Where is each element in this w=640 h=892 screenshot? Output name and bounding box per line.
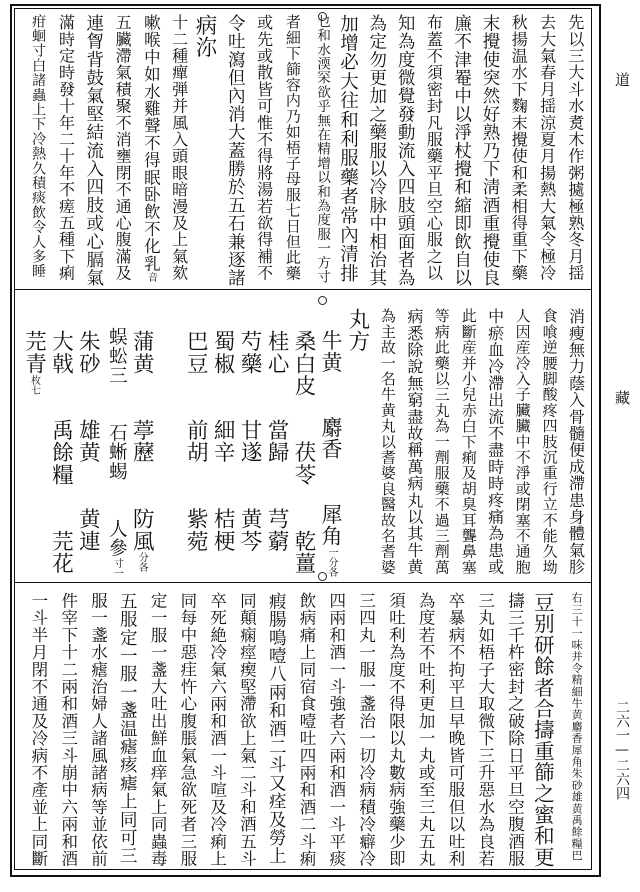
column-text: 芍藥 甘遂 黄芩 xyxy=(237,308,263,553)
column-text: 牛黄 麝香 犀角 xyxy=(318,308,343,547)
text-column xyxy=(320,308,341,577)
text-column xyxy=(113,14,133,282)
column-text: 為定勿更加之藥服以冷脉中相治其 xyxy=(366,14,387,287)
text-column xyxy=(571,592,582,861)
column-text: 定一服一盞大吐出鮮血痒氣上同蟲毒 xyxy=(148,592,168,868)
text-column xyxy=(149,592,166,867)
text-column xyxy=(293,308,315,574)
column-text: 蒲黄 葶藶 防風 xyxy=(129,308,155,553)
text-column xyxy=(417,592,434,867)
text-column xyxy=(89,592,106,867)
column-text: 布蓋不須密封凡服藥平旦空心服之以 xyxy=(424,14,444,282)
column-text: 或先或散皆可惟不得將湯若欲得補不 xyxy=(254,14,274,282)
column-text: 同每中惡疰忤心腹脹氣急欲死者三服 xyxy=(177,592,197,868)
column-text: 右三十一味并令精細牛黄麝香犀角朱砂雄黄禹餘糧巴 xyxy=(570,592,584,862)
column-text: 五服定一服一盞温瘧痎瘧上同可三 xyxy=(117,592,138,865)
column-text: 擣三千杵密封之破除日平旦空腹酒服 xyxy=(505,592,525,868)
text-column xyxy=(50,308,72,574)
column-text: 芫青 xyxy=(21,308,47,375)
column-text: 人因産冷入子臟臟中不淨或閉塞不通胞 xyxy=(513,308,532,575)
text-column xyxy=(131,308,153,572)
column-text: 須吐利為度不得限以丸數病強藥少即 xyxy=(386,592,406,868)
column-annotation: 音 xyxy=(145,272,157,282)
text-column xyxy=(171,14,187,281)
column-text: 秋揚温水下麴末攪使和柔相得重下藥 xyxy=(509,14,529,282)
column-text: 卒暴病不拘平旦早晚皆可服但以吐利 xyxy=(445,592,465,868)
text-column xyxy=(387,592,404,867)
page-number: 二六一—二六四 xyxy=(614,700,630,800)
text-column xyxy=(315,14,329,284)
text-column xyxy=(56,14,76,282)
column-text: 大戟 禹餘糧 芫花 xyxy=(48,308,74,575)
text-column xyxy=(285,14,300,281)
text-column xyxy=(84,14,102,287)
text-column xyxy=(29,592,46,867)
text-column xyxy=(77,308,99,552)
text-column xyxy=(193,14,215,58)
text-column xyxy=(212,308,234,552)
column-text: 四兩和酒一斗強者六兩和酒一斗平痰 xyxy=(326,592,346,868)
text-panel-middle xyxy=(20,308,586,580)
column-text: 加增必大往和利服藥者常內清排 xyxy=(337,14,359,283)
column-text: 嗽喉中如水雞聲不得眠卧飲不化乳 xyxy=(141,14,161,272)
text-column xyxy=(461,308,476,575)
text-column xyxy=(266,308,288,552)
text-column xyxy=(506,592,523,867)
text-column xyxy=(509,14,529,282)
text-column xyxy=(567,14,583,281)
text-column xyxy=(434,308,449,575)
text-column xyxy=(424,14,444,282)
column-text: 蜈蚣三 石蜥蜴 人參 xyxy=(106,308,128,558)
text-column xyxy=(480,14,498,287)
column-text: 知為度微覺發動流入四肢頭面者為 xyxy=(395,14,416,287)
text-column xyxy=(118,592,136,865)
binding-hole-middle xyxy=(318,296,327,305)
text-column xyxy=(107,308,126,578)
column-text: 朱砂 雄黄 黄連 xyxy=(75,308,101,553)
text-column xyxy=(31,14,45,279)
text-column xyxy=(142,14,159,282)
column-text: 五臟滯氣積聚不消壅閉不通心腹滿及 xyxy=(113,14,133,282)
text-column xyxy=(357,592,374,867)
column-text: 卒死絶冷氣六兩和酒一斗喧及冷痢上 xyxy=(207,592,227,868)
text-column xyxy=(208,592,225,867)
text-column xyxy=(238,592,255,867)
text-column xyxy=(346,308,368,352)
column-text: 者細下篩容内乃如梧子母服七日但此藥 xyxy=(283,14,302,281)
text-column xyxy=(487,308,503,575)
text-panel-bottom xyxy=(20,592,586,868)
column-text: 令吐瀉但內消大蓋勝於五石兼逐諸 xyxy=(225,14,246,287)
column-text: 乜和水渜罙欲乎無在精增以和為度服一方寸 xyxy=(314,14,331,284)
panel-divider-1 xyxy=(14,289,592,290)
column-text: 桂心 當歸 芎藭 xyxy=(264,308,290,553)
column-text: 服一盞水瘧治婦人諸風諸病等並依前 xyxy=(88,592,108,868)
column-text: 三四丸一服一盞治一切冷病積冷癖冷 xyxy=(356,592,376,868)
column-text: 㢘不津罨中以淨杖攪和縮即飲自以 xyxy=(451,14,472,287)
column-text: 飲病痛上同宿食噎吐四兩和酒二斗痢 xyxy=(297,592,316,868)
text-column xyxy=(23,308,45,395)
text-column xyxy=(239,308,261,552)
text-column xyxy=(406,308,422,575)
column-text: 為主故一名牛黄丸以耆婆良醫故名耆婆 xyxy=(378,308,397,575)
panel-divider-2 xyxy=(14,582,592,583)
column-text: 一斗半月閉不通及冷病不產並上同斷 xyxy=(28,592,48,868)
column-text: 為度若不吐利更加一丸或至三丸五丸 xyxy=(416,592,436,868)
column-text: 此斷産并小兒赤白下痢及胡臭耳聾鼻塞 xyxy=(459,308,478,575)
text-column xyxy=(532,592,553,868)
column-text: 巴豆 前胡 紫菀 xyxy=(183,308,209,553)
column-text: 末攪使突然好熟乃下淸酒重攪使良 xyxy=(479,14,500,287)
column-text: 中瘀血冷滯出流不盡時時疼痛為患或 xyxy=(485,308,505,576)
column-text: 桑白皮 茯苓 乾薑 xyxy=(291,308,316,575)
text-column xyxy=(446,592,463,867)
text-column xyxy=(267,592,285,865)
column-text: 消瘦無力蔭入骨髓便成滯患身體氣胗 xyxy=(566,308,586,576)
column-text: 連胷背鼓氣堅結流入四肢或心膈氣 xyxy=(83,14,104,287)
text-column xyxy=(256,14,272,281)
column-text: 三丸如梧子大取微下三升惡水為良若 xyxy=(475,592,495,868)
column-text: 蜀椒 細辛 桔梗 xyxy=(210,308,236,553)
text-column xyxy=(539,14,555,281)
text-column xyxy=(542,308,557,575)
column-text: 丸方 xyxy=(344,308,370,353)
column-text: 去大氣春月揺涼夏月揚熱大氣令極冷 xyxy=(537,14,557,282)
text-column xyxy=(298,592,315,867)
text-column xyxy=(452,14,470,287)
text-column xyxy=(178,592,195,867)
column-text: 等病此藥以三丸為一劑服藥不過三劑萬 xyxy=(432,308,451,575)
column-text: 滿時定時發十年二十年不瘥五種下痢 xyxy=(56,14,76,282)
text-column xyxy=(396,14,414,287)
text-column xyxy=(367,14,385,287)
margin-header-text-2: 藏 xyxy=(613,390,631,406)
text-column xyxy=(185,308,207,552)
text-column xyxy=(476,592,493,867)
column-annotation: 一分各 xyxy=(325,546,337,577)
column-text: 食喰逆腰脚酸疼四肢沉重行立不能久坳 xyxy=(540,308,559,575)
text-column xyxy=(226,14,244,287)
column-text: 豆别研餘者合擣重篩之蜜和更 xyxy=(530,592,555,868)
column-annotation: 寸一 xyxy=(111,557,123,578)
text-column xyxy=(568,308,584,575)
text-column xyxy=(327,592,344,867)
text-column xyxy=(515,308,530,575)
column-text: 瘕腸鳴噎八兩和酒二斗又痊及勞上 xyxy=(266,592,287,865)
column-text: 十二種癉弾并風入頭眼暗漫及上氣欬 xyxy=(169,14,189,282)
column-text: 病沵 xyxy=(191,14,217,59)
text-column xyxy=(59,592,76,867)
column-text: 件宰下十二兩和酒三斗崩中六兩和酒 xyxy=(58,592,78,868)
column-text: 先以三大斗水煑木作粥㨿極熟冬月揺 xyxy=(565,14,585,282)
margin-header-text: 道 xyxy=(613,72,631,88)
text-panel-top xyxy=(20,14,586,287)
column-text: 同顛痫痙瘈堅滯欲上氣二斗和酒五斗 xyxy=(237,592,257,868)
text-column xyxy=(338,14,357,283)
column-text: 病悉除說無窮盡故稱萬病丸以其牛黄 xyxy=(404,308,424,576)
text-column xyxy=(380,308,395,575)
column-annotation: 分各 xyxy=(136,552,148,573)
column-text: 疳蛔寸白諸蟲上下冷熱久積痰飲令人多睡 xyxy=(30,14,47,279)
column-annotation: 枚七 xyxy=(28,374,40,395)
